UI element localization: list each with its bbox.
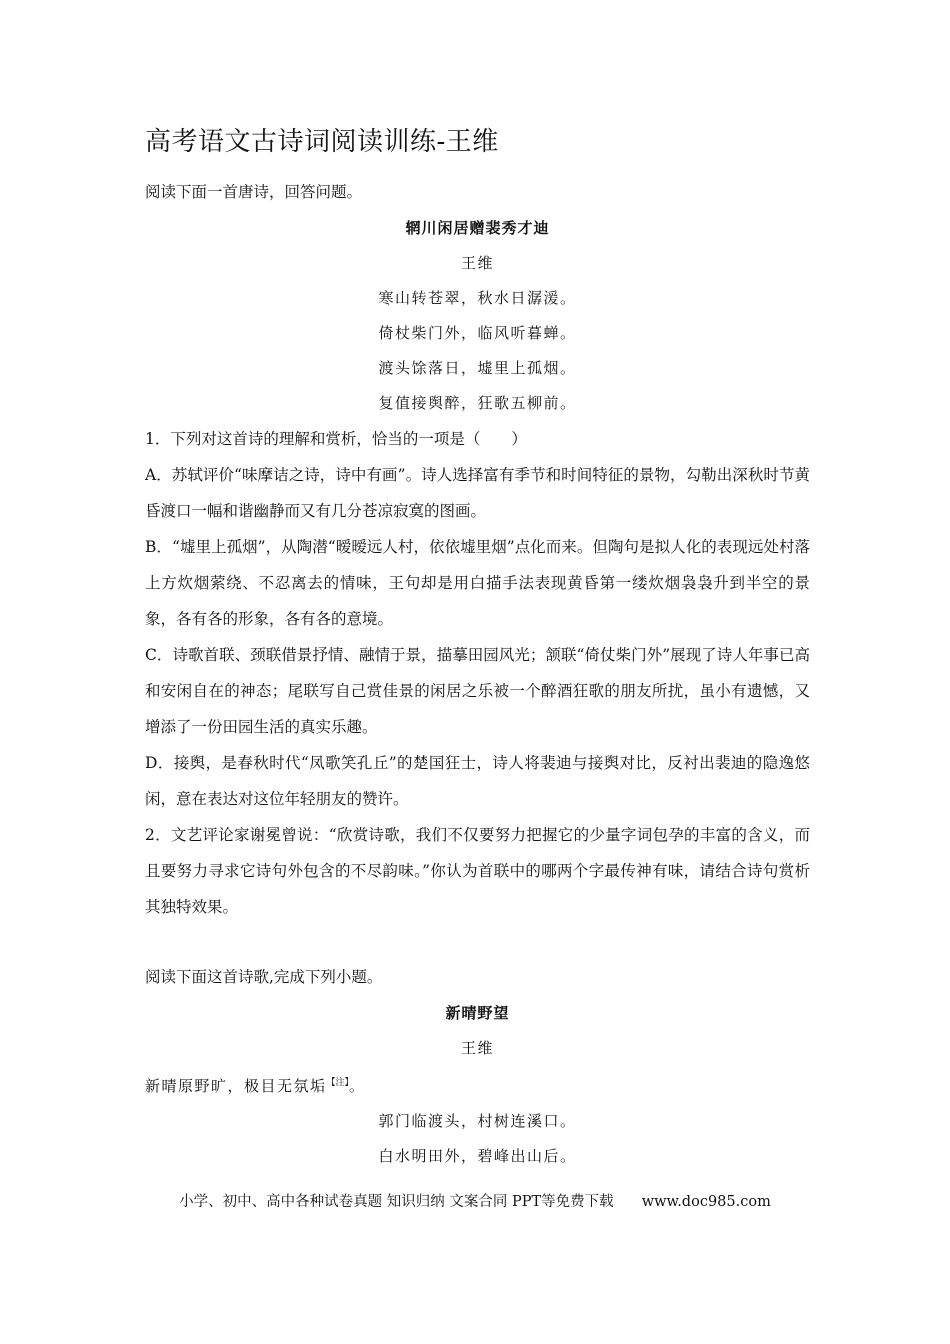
- section-gap: [145, 925, 810, 959]
- poem1-line-1: 寒山转苍翠，秋水日潺湲。: [378, 289, 577, 307]
- section2-instruction: 阅读下面这首诗歌,完成下列小题。: [145, 968, 383, 986]
- poem2-line-3: 白水明田外，碧峰出山后。: [378, 1147, 577, 1165]
- section1-instruction: 阅读下面一首唐诗，回答问题。: [145, 183, 363, 201]
- question-1-option-d: D．接舆，是春秋时代“凤歌笑孔丘”的楚国狂士，诗人将裴迪与接舆对比，反衬出裴迪的隐逸悠闲，意在表达对这位年轻朋友的赞许。: [145, 754, 810, 808]
- question-2-stem: 2．文艺评论家谢冕曾说：“欣赏诗歌，我们不仅要努力把握它的少量字词包孕的丰富的含义，而且要努力寻求它诗句外包含的不尽韵味。”你认为首联中的哪两个字最传神有味，请结合诗句赏析其独特效果。: [145, 826, 810, 916]
- question-1-stem: 1．下列对这首诗的理解和赏析，恰当的一项是（ ）: [145, 430, 527, 448]
- poem1-line-4: 复值接舆醉，狂歌五柳前。: [378, 394, 577, 412]
- footer-url: www.doc985.com: [641, 1194, 771, 1210]
- note-marker: 【注】: [326, 1078, 350, 1088]
- page-footer: [0, 1190, 950, 1214]
- question-1-option-b: B．“墟里上孤烟”，从陶潜“暧暧远人村，依依墟里烟”点化而来。但陶句是拟人化的表现远处村落上方炊烟萦绕、不忍离去的情味，王句却是用白描手法表现黄昏第一缕炊烟袅袅升到半空的景象，各有各的形象，各有各的意境。: [145, 538, 810, 628]
- poem2-line-1-text: 新晴原野旷，极目无氛垢: [145, 1077, 327, 1095]
- poem2-line-1-end: 。: [349, 1077, 366, 1095]
- poem1-line-3: 渡头馀落日，墟里上孤烟。: [378, 359, 577, 377]
- document-page: [145, 120, 810, 1174]
- poem1-line-2: 倚杖柴门外，临风听暮蝉。: [378, 324, 577, 342]
- question-1-option-a: A．苏轼评价“味摩诘之诗，诗中有画”。诗人选择富有季节和时间特征的景物，勾勒出深秋时节黄昏渡口一幅和谐幽静而又有几分苍凉寂寞的图画。: [145, 466, 810, 520]
- question-1-option-c: C．诗歌首联、颈联借景抒情、融情于景，描摹田园风光；颔联“倚仗柴门外”展现了诗人年事已高和安闲自在的神态；尾联写自己赏佳景的闲居之乐被一个醉酒狂歌的朋友所扰，虽小有遗憾，又增添了一份田园生活的真实乐趣。: [145, 646, 810, 736]
- poem2-line-2: 郭门临渡头，村树连溪口。: [378, 1112, 577, 1130]
- document-title: 高考语文古诗词阅读训练-王维: [145, 127, 499, 157]
- poem1-title: 辋川闲居赠裴秀才迪: [405, 219, 550, 237]
- footer-text: 小学、初中、高中各种试卷真题 知识归纳 文案合同 PPT等免费下载: [179, 1194, 614, 1210]
- poem2-line-1: [145, 1066, 810, 1104]
- poem1-poet: 王维: [460, 254, 494, 272]
- poem2-title: 新晴野望: [445, 1004, 510, 1022]
- poem2-poet: 王维: [460, 1039, 494, 1057]
